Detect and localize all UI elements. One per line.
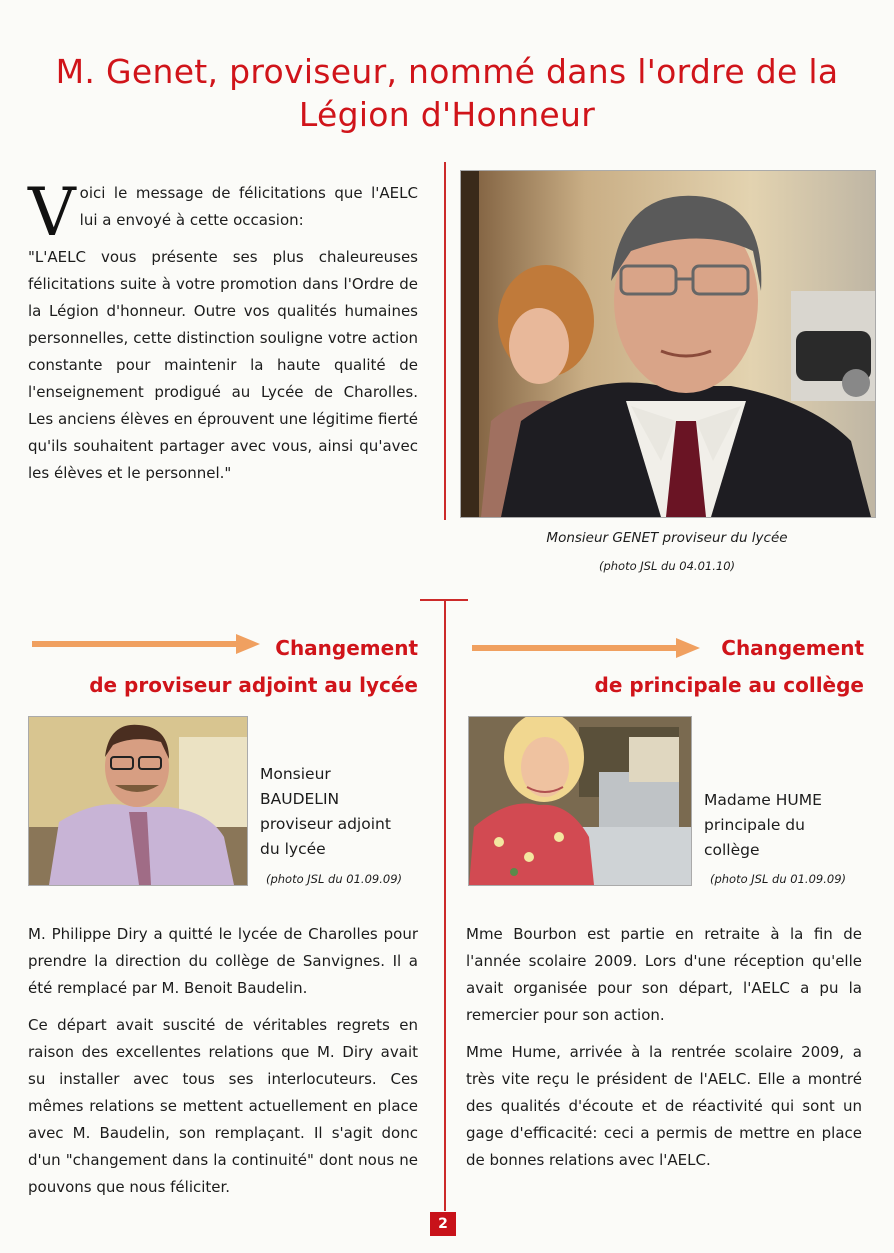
hume-portrait-illustration xyxy=(469,717,691,885)
left-article xyxy=(28,921,418,1211)
baudelin-caption-line: proviseur adjoint xyxy=(260,815,391,833)
baudelin-photo-credit: (photo JSL du 01.09.09) xyxy=(265,872,402,886)
right-section-heading xyxy=(468,630,864,704)
main-photo-credit: (photo JSL du 04.01.10) xyxy=(598,559,735,573)
baudelin-caption-line: du lycée xyxy=(260,840,326,858)
baudelin-caption-line: BAUDELIN xyxy=(260,790,340,808)
intro-lead: oici le message de félicitations que l'AELC lui a envoyé à cette occasion: xyxy=(79,184,418,229)
title-line-2: Légion d'Honneur xyxy=(298,95,596,134)
right-paragraph-1: Mme Bourbon est partie en retraite à la fin de l'année scolaire 2009. Lors d'une réception qu'elle avait organisée pour son départ, l'AELC a pu la remercier pour son action. xyxy=(466,925,862,1024)
bottom-vertical-rule xyxy=(444,599,446,1211)
hume-caption-line: collège xyxy=(704,841,760,859)
baudelin-caption-line: Monsieur xyxy=(260,765,331,783)
main-photo-caption: Monsieur GENET proviseur du lycée xyxy=(546,530,788,546)
page-number: 2 xyxy=(430,1212,456,1236)
left-paragraph-1: M. Philippe Diry a quitté le lycée de Charolles pour prendre la direction du collège de Sanvignes. Il a été remplacé par M. Benoit Baudelin. xyxy=(28,925,418,997)
left-paragraph-2: Ce départ avait suscité de véritables regrets en raison des excellentes relations que M. Diry avait su installer avec tous ses interlocuteurs. Ces mêmes relations se mettent actuellement en place avec M. Baudelin, son remplaçant. Il s'agit donc d'un "changement dans la continuité" dont nous ne pouvons que nous féliciter. xyxy=(28,1016,418,1196)
genet-portrait-illustration xyxy=(461,171,875,517)
left-section-heading xyxy=(28,630,418,704)
title-line-1: M. Genet, proviseur, nommé dans l'ordre de la xyxy=(55,52,839,91)
left-heading-line-1: Changement xyxy=(275,636,418,660)
baudelin-caption xyxy=(260,762,420,862)
right-heading-line-1: Changement xyxy=(721,636,864,660)
baudelin-photo xyxy=(28,716,248,886)
hume-photo-credit: (photo JSL du 01.09.09) xyxy=(709,872,846,886)
intro-quote: "L'AELC vous présente ses plus chaleureuses félicitations suite à votre promotion dans l'Ordre de la Légion d'honneur. Outre vos qualités humaines personnelles, cette distinction souligne votre action constante pour maintenir la haute qualité de l'enseignement prodigué au Lycée de Charolles. Les anciens élèves en éprouvent une légitime fierté qu'ils souhaitent partager avec vous, ainsi qu'avec les élèves et le personnel." xyxy=(28,248,418,482)
baudelin-portrait-illustration xyxy=(29,717,247,885)
page-title xyxy=(20,50,874,136)
right-article xyxy=(466,921,862,1184)
hume-photo xyxy=(468,716,692,886)
drop-cap: V xyxy=(28,174,76,251)
genet-photo xyxy=(460,170,876,518)
hume-caption-line: principale du xyxy=(704,816,805,834)
intro-article xyxy=(28,174,418,497)
hume-caption xyxy=(704,788,874,863)
right-heading-line-2: de principale au collège xyxy=(594,673,864,697)
right-paragraph-2: Mme Hume, arrivée à la rentrée scolaire 2009, a très vite reçu le président de l'AELC. Elle a montré des qualités d'écoute et de réactivité qui sont un gage d'efficacité: ceci a permis de mettre en place de bonnes relations avec l'AELC. xyxy=(466,1043,862,1169)
top-vertical-rule xyxy=(444,162,446,520)
left-heading-line-2: de proviseur adjoint au lycée xyxy=(89,673,418,697)
hume-caption-line: Madame HUME xyxy=(704,791,822,809)
